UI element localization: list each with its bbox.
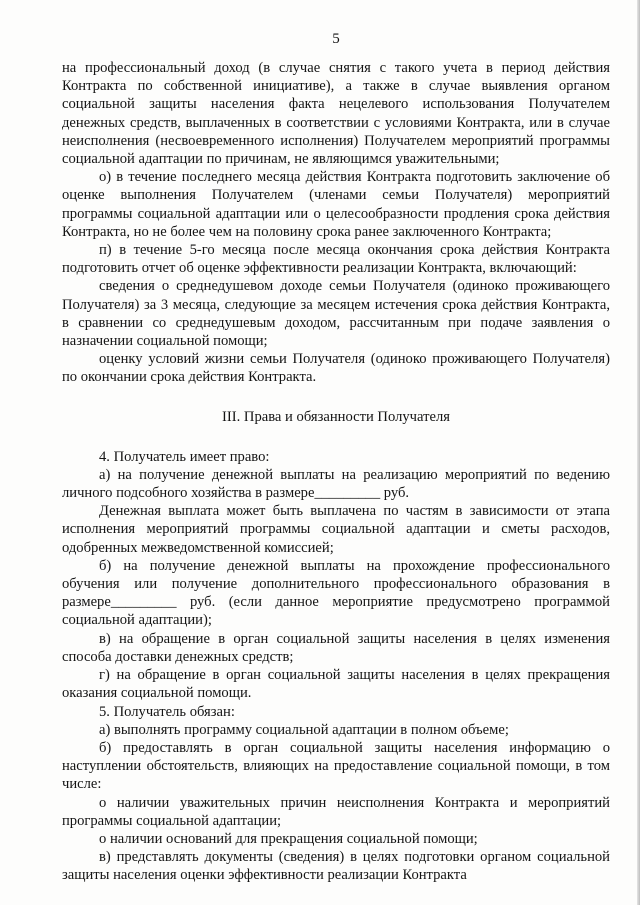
clause-4-g: г) на обращение в орган социальной защиты населения в целях прекращения оказания социальной помощи.	[62, 667, 610, 702]
paragraph-item-p: п) в течение 5-го месяца после месяца окончания срока действия Контракта подготовить отчет об оценке эффективности реализации Контракта, включающий:	[62, 242, 610, 277]
paragraph-income-info: сведения о среднедушевом доходе семьи Получателя (одиноко проживающего Получателя) за 3 месяца, следующие за месяцем истечения срока действия Контракта, в сравнении со среднедушевым доходом, рассчитанным при подаче заявления о назначении социальной помощи;	[62, 278, 610, 350]
clause-5-b-item-2: о наличии оснований для прекращения социальной помощи;	[99, 830, 478, 847]
clause-4-v: в) на обращение в орган социальной защиты населения в целях изменения способа доставки денежных средств;	[62, 630, 610, 665]
clause-5-v: в) представлять документы (сведения) в целях подготовки органом социальной защиты населения оценки эффективности реализации Контракта	[62, 849, 610, 884]
paragraph-item-o: о) в течение последнего месяца действия Контракта подготовить заключение об оценке выполнения Получателем (членами семьи Получателя) мероприятий программы социальной адаптации или о целесообразности продления срока действия Контракта, но не более чем на половину срока ранее заключенного Контракта;	[62, 169, 610, 240]
paragraph-living-conditions: оценку условий жизни семьи Получателя (одиноко проживающего Получателя) по окончании срока действия Контракта.	[62, 351, 610, 386]
page-number: 5	[332, 31, 340, 47]
section-heading: III. Права и обязанности Получателя	[222, 408, 450, 425]
clause-4-b: б) на получение денежной выплаты на прохождение профессионального обучения или получение дополнительного профессионального образования в размере_________ руб. (если данное мероприятие предусмотрено программой социальной адаптации);	[62, 557, 610, 629]
clause-5-a: а) выполнять программу социальной адаптации в полном объеме;	[99, 721, 509, 738]
clause-4-a-note: Денежная выплата может быть выплачена по частям в зависимости от этапа исполнения мероприятий программы социальной адаптации и сметы расходов, одобренных межведомственной комиссией;	[62, 503, 610, 556]
clause-5: 5. Получатель обязан:	[99, 703, 235, 720]
clause-5-b: б) предоставлять в орган социальной защиты населения информацию о наступлении обстоятельств, влияющих на предоставление социальной помощи, в том числе:	[62, 739, 610, 793]
clause-4: 4. Получатель имеет право:	[99, 448, 270, 465]
paragraph-continuation: на профессиональный доход (в случае снятия с такого учета в период действия Контракта по собственной инициативе), а также в случае выявления органом социальной защиты населения факта нецелевого использования Получателем денежных средств, выплаченных в соответствии с условиями Контракта, или в случае неисполнения (несвоевременного исполнения) Получателем мероприятий программы социальной адаптации по причинам, не являющимся уважительными;	[62, 60, 610, 168]
clause-5-b-item-1: о наличии уважительных причин неисполнения Контракта и мероприятий программы социальной адаптации;	[62, 794, 610, 829]
clause-4-a: а) на получение денежной выплаты на реализацию мероприятий по ведению личного подсобного хозяйства в размере_________ руб.	[62, 466, 610, 502]
